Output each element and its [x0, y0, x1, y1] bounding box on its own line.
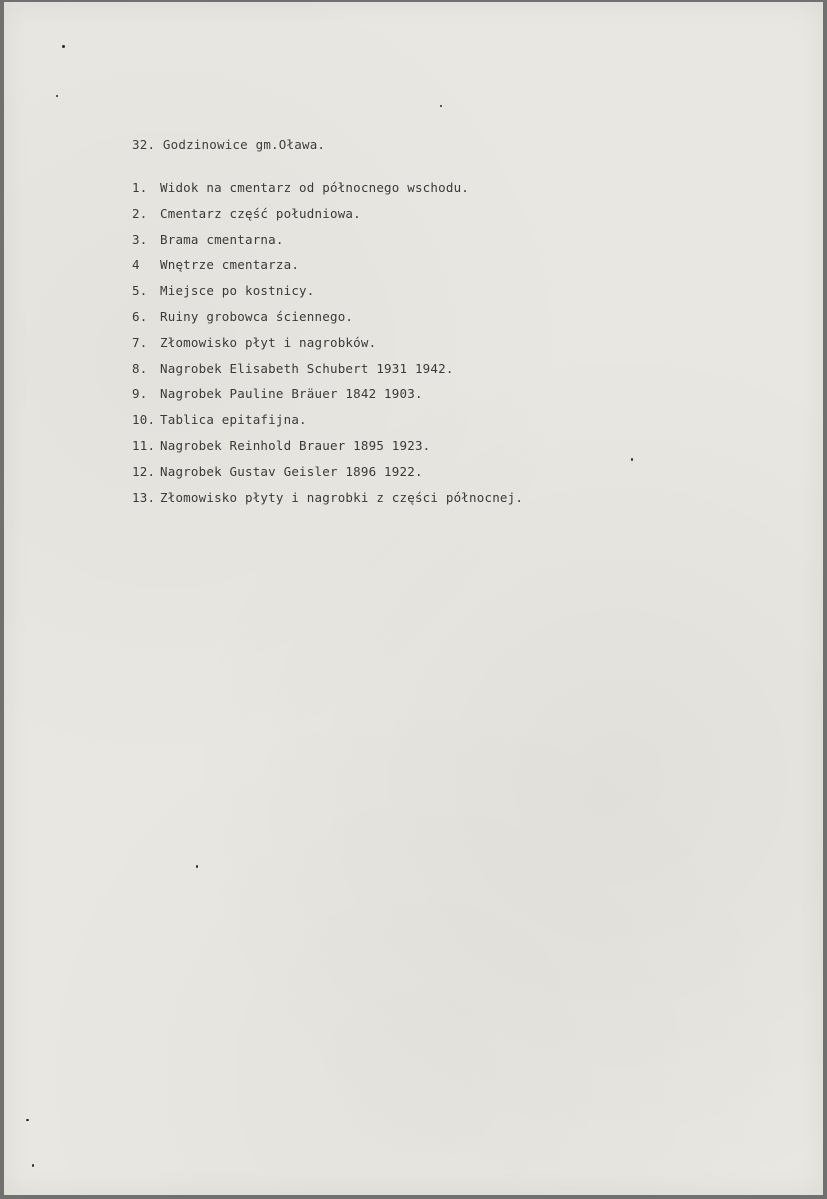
- list-item: [132, 410, 523, 436]
- list-item-text: Ruiny grobowca ściennego.: [160, 308, 354, 324]
- list-item-text: Nagrobek Pauline Bräuer 1842 1903.: [160, 386, 423, 402]
- list-item-text: Widok na cmentarz od północnego wschodu.: [160, 180, 470, 195]
- list-item-text: Wnętrze cmentarza.: [160, 257, 300, 273]
- list-item-number: 12.: [132, 463, 156, 479]
- dust-speck: [440, 105, 442, 107]
- list-item-text: Tablica epitafijna.: [160, 412, 307, 428]
- list-item-number: 8.: [132, 360, 148, 376]
- list-item: [132, 462, 523, 488]
- list-item-text: Złomowisko płyt i nagrobków.: [160, 334, 377, 350]
- list-item-text: Miejsce po kostnicy.: [160, 283, 315, 299]
- list-item: [132, 204, 523, 230]
- list-item: [132, 255, 523, 281]
- list-item-text: Nagrobek Gustav Geisler 1896 1922.: [160, 463, 423, 479]
- list-item-number: 5.: [132, 283, 148, 299]
- list-item-number: 4: [132, 257, 140, 273]
- list-item-text: Brama cmentarna.: [160, 231, 284, 247]
- dust-speck: [56, 95, 58, 97]
- list-item-number: 6.: [132, 308, 148, 324]
- list-item: [132, 333, 523, 359]
- list-item-number: 1.: [132, 180, 148, 195]
- photo-list: [132, 178, 523, 513]
- list-item: [132, 384, 523, 410]
- list-item: [132, 307, 523, 333]
- list-item: [132, 436, 523, 462]
- document-heading: 32. Godzinowice gm.Oława.: [132, 137, 326, 152]
- list-item-text: Złomowisko płyty i nagrobki z części północnej.: [160, 489, 524, 505]
- list-item-number: 13.: [132, 489, 156, 505]
- list-item: [132, 230, 523, 256]
- document-page: [4, 2, 823, 1195]
- list-item-number: 7.: [132, 334, 148, 350]
- list-item: [132, 359, 523, 385]
- dust-speck: [26, 1119, 29, 1121]
- list-item-number: 3.: [132, 231, 148, 247]
- list-item-number: 10.: [132, 412, 156, 428]
- list-item-text: Nagrobek Reinhold Brauer 1895 1923.: [160, 437, 431, 453]
- list-item: [132, 488, 523, 514]
- list-item: [132, 178, 523, 204]
- list-item-number: 9.: [132, 386, 148, 402]
- list-item: [132, 281, 523, 307]
- dust-speck: [32, 1164, 34, 1167]
- dust-speck: [631, 458, 633, 461]
- list-item-text: Cmentarz część południowa.: [160, 205, 361, 221]
- dust-speck: [62, 45, 65, 48]
- list-item-number: 11.: [132, 437, 156, 453]
- list-item-text: Nagrobek Elisabeth Schubert 1931 1942.: [160, 360, 454, 376]
- list-item-number: 2.: [132, 205, 148, 221]
- dust-speck: [196, 865, 198, 868]
